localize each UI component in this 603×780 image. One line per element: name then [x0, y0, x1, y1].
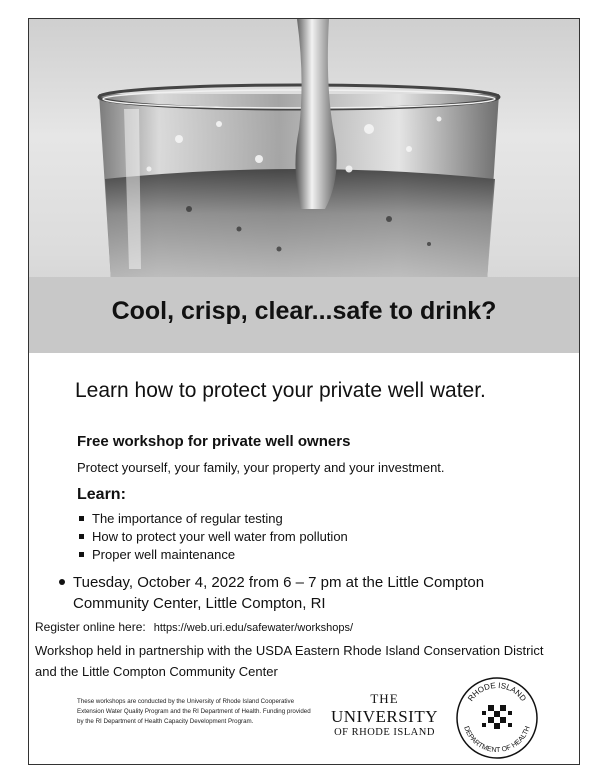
seal-top-text: RHODE ISLAND	[466, 680, 528, 704]
square-bullet-icon	[79, 552, 84, 557]
round-bullet-icon	[59, 579, 65, 585]
uri-logo-line2: UNIVERSITY	[331, 707, 438, 726]
event-details-text: Tuesday, October 4, 2022 from 6 – 7 pm at the Little Compton Community Center, Little Compton, RI	[73, 574, 485, 612]
learn-list	[77, 510, 348, 564]
square-bullet-icon	[79, 534, 84, 539]
register-label: Register online here:	[35, 620, 146, 634]
uri-logo	[327, 691, 442, 738]
uri-logo-line3: OF RHODE ISLAND	[334, 727, 435, 738]
tagline: Learn how to protect your private well water.	[75, 379, 486, 402]
workshop-heading: Free workshop for private well owners	[77, 433, 351, 450]
square-bullet-icon	[79, 516, 84, 521]
partnership-text: Workshop held in partnership with the USDA Eastern Rhode Island Conservation District and the Little Compton Community Center	[35, 643, 544, 679]
workshop-subtext: Protect yourself, your family, your property and your investment.	[77, 460, 445, 475]
list-item	[77, 546, 348, 564]
event-details	[55, 572, 513, 614]
list-item-text: The importance of regular testing	[92, 511, 283, 526]
fine-print: These workshops are conducted by the University of Rhode Island Cooperative Extension Water Quality Program and the RI Department of Health. Funding provided by the RI Department of Health Capacity Development Program.	[77, 698, 311, 725]
flyer	[28, 18, 580, 765]
seal-emblem-icon	[482, 705, 512, 729]
learn-heading: Learn:	[77, 486, 126, 503]
headline: Cool, crisp, clear...safe to drink?	[111, 297, 497, 325]
water-glass-photo	[29, 19, 579, 353]
register-link[interactable]: https://web.uri.edu/safewater/workshops/	[153, 622, 354, 634]
list-item	[77, 528, 348, 546]
list-item-text: How to protect your well water from pollution	[92, 529, 348, 544]
seal-bottom-text: DEPARTMENT OF HEALTH	[462, 725, 532, 755]
register-line	[35, 620, 353, 634]
list-item-text: Proper well maintenance	[92, 547, 236, 562]
list-item	[77, 510, 348, 528]
uri-logo-line1: THE	[370, 691, 399, 706]
ri-department-of-health-seal	[454, 675, 540, 761]
